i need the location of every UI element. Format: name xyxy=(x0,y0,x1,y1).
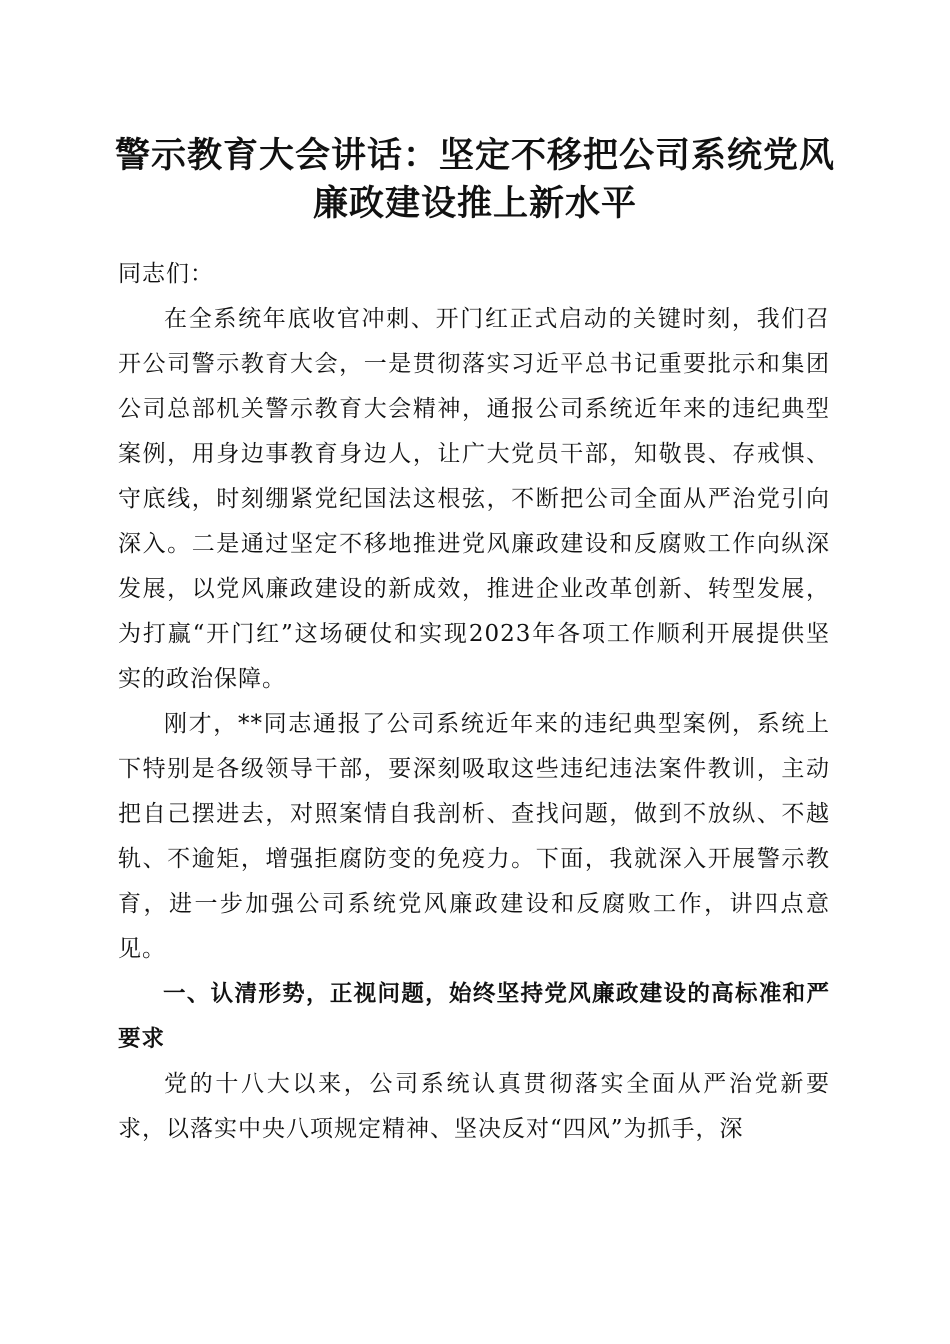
paragraph-2: 刚才，**同志通报了公司系统近年来的违纪典型案例，系统上下特别是各级领导干部，要深刻吸取这些违纪违法案件教训，主动把自己摆进去，对照案情自我剖析、查找问题，做到不放纵、不越轨、不逾矩，增强拒腐防变的免疫力。下面，我就深入开展警示教育，进一步加强公司系统党风廉政建设和反腐败工作，讲四点意见。 xyxy=(118,711,830,962)
paragraph-1: 在全系统年底收官冲刺、开门红正式启动的关键时刻，我们召开公司警示教育大会，一是贯彻落实习近平总书记重要批示和集团公司总部机关警示教育大会精神，通报公司系统近年来的违纪典型案例，用身边事教育身边人，让广大党员干部，知敬畏、存戒惧、守底线，时刻绷紧党纪国法这根弦，不断把公司全面从严治党引向深入。二是通过坚定不移地推进党风廉政建设和反腐败工作向纵深发展，以党风廉政建设的新成效，推进企业改革创新、转型发展，为打赢“开门红”这场硬仗和实现2023年各项工作顺利开展提供坚实的政治保障。 xyxy=(118,306,830,692)
section-1-paragraph: 党的十八大以来，公司系统认真贯彻落实全面从严治党新要求，以落实中央八项规定精神、坚决反对“四风”为抓手，深 xyxy=(118,1071,830,1142)
document-title xyxy=(90,132,860,228)
section-heading-1: 一、认清形势，正视问题，始终坚持党风廉政建设的高标准和严要求 xyxy=(118,981,830,1052)
document-body xyxy=(118,252,830,1152)
salutation: 同志们： xyxy=(118,261,214,287)
title-line-2: 廉政建设推上新水平 xyxy=(312,183,637,224)
title-line-1: 警示教育大会讲话：坚定不移把公司系统党风 xyxy=(114,135,835,176)
